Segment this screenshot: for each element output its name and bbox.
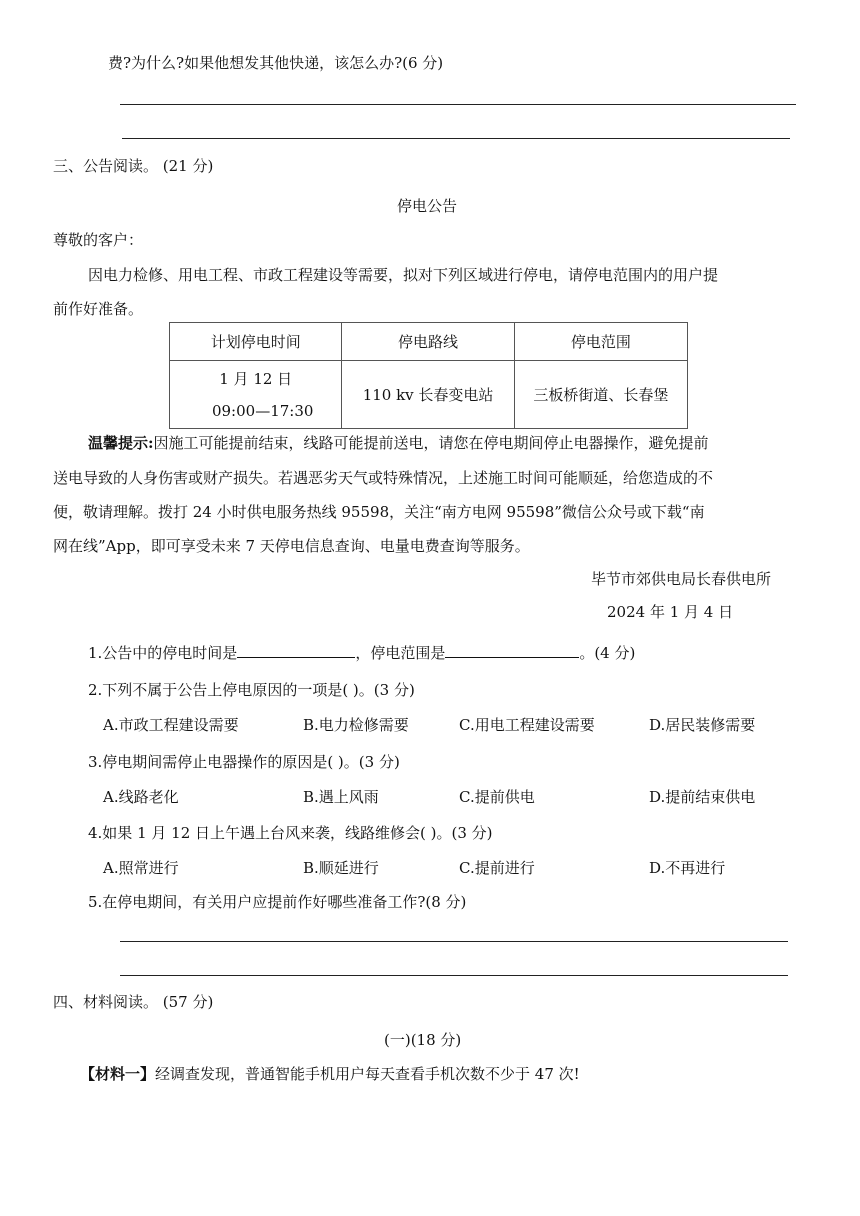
outage-table: [169, 322, 688, 429]
notice-signature: 毕节市郊供电局长春供电所: [591, 570, 772, 588]
question-5: 5.在停电期间，有关用户应提前作好哪些准备工作?(8 分): [88, 893, 467, 911]
option[interactable]: A.市政工程建设需要: [103, 716, 239, 734]
option[interactable]: C.用电工程建设需要: [459, 716, 595, 734]
table-header-row: [170, 323, 688, 361]
option[interactable]: B.顺延进行: [303, 859, 379, 877]
fill-blank[interactable]: [445, 642, 579, 658]
option[interactable]: D.提前结束供电: [649, 788, 756, 806]
answer-line: [120, 941, 788, 942]
question-2: 2.下列不属于公告上停电原因的一项是( )。(3 分): [88, 681, 415, 699]
table-cell-time: [170, 361, 342, 429]
table-header-cell: 计划停电时间: [170, 323, 342, 361]
question-1-text: ，停电范围是: [355, 644, 446, 662]
question-1-text: 。(4 分): [579, 644, 636, 662]
option[interactable]: A.线路老化: [103, 788, 179, 806]
outage-date: 1 月 12 日: [219, 369, 293, 388]
table-cell-range: 三板桥街道、长春堡: [514, 361, 687, 429]
answer-line: [122, 138, 790, 139]
tip-label: 温馨提示:: [88, 434, 154, 452]
notice-greeting: 尊敬的客户：: [53, 231, 144, 249]
option[interactable]: B.电力检修需要: [303, 716, 409, 734]
section4-heading: 四、材料阅读。 (57 分): [53, 993, 214, 1011]
answer-line: [120, 104, 796, 105]
option[interactable]: D.居民装修需要: [649, 716, 756, 734]
question-3: 3.停电期间需停止电器操作的原因是( )。(3 分): [88, 753, 400, 771]
question-4: 4.如果 1 月 12 日上午遇上台风来袭，线路维修会( )。(3 分): [88, 824, 493, 842]
option[interactable]: D.不再进行: [649, 859, 726, 877]
outage-hours: 09:00—17:30: [211, 401, 314, 420]
notice-title: 停电公告: [397, 197, 458, 215]
tip-line: 便，敬请理解。拨打 24 小时供电服务热线 95598，关注“南方电网 95598”微信公众号或下载“南: [53, 503, 705, 521]
section3-heading: 三、公告阅读。 (21 分): [53, 157, 214, 175]
option[interactable]: C.提前供电: [459, 788, 535, 806]
notice-body-line: 前作好准备。: [53, 300, 144, 318]
question-1-text: 1.公告中的停电时间是: [88, 644, 238, 662]
material-1-text: 经调查发现，普通智能手机用户每天查看手机次数不少于 47 次!: [155, 1065, 580, 1083]
table-header-cell: 停电路线: [342, 323, 514, 361]
notice-date: 2024 年 1 月 4 日: [607, 603, 734, 621]
tip-line: [88, 432, 709, 453]
table-row: [170, 361, 688, 429]
tip-line: 送电导致的人身伤害或财产损失。若遇恶劣天气或特殊情况，上述施工时间可能顺延，给您造成的不: [53, 469, 714, 487]
notice-body-line: 因电力检修、用电工程、市政工程建设等需要，拟对下列区域进行停电，请停电范围内的用户提: [88, 266, 719, 284]
material-1-label: 【材料一】: [80, 1065, 156, 1083]
table-cell-route: 110 kv 长春变电站: [342, 361, 514, 429]
tip-line: 网在线”App，即可享受未来 7 天停电信息查询、电量电费查询等服务。: [53, 537, 530, 555]
tip-text: 因施工可能提前结束，线路可能提前送电，请您在停电期间停止电器操作，避免提前: [153, 434, 709, 452]
question-tail: 费?为什么?如果他想发其他快递，该怎么办?(6 分): [108, 54, 444, 72]
option[interactable]: B.遇上风雨: [303, 788, 379, 806]
question-1: [88, 642, 635, 663]
material-1: [80, 1063, 580, 1084]
subsection-heading: (一)(18 分): [384, 1031, 462, 1049]
option[interactable]: C.提前进行: [459, 859, 535, 877]
answer-line: [120, 975, 788, 976]
fill-blank[interactable]: [237, 642, 355, 658]
table-header-cell: 停电范围: [514, 323, 687, 361]
option[interactable]: A.照常进行: [103, 859, 179, 877]
